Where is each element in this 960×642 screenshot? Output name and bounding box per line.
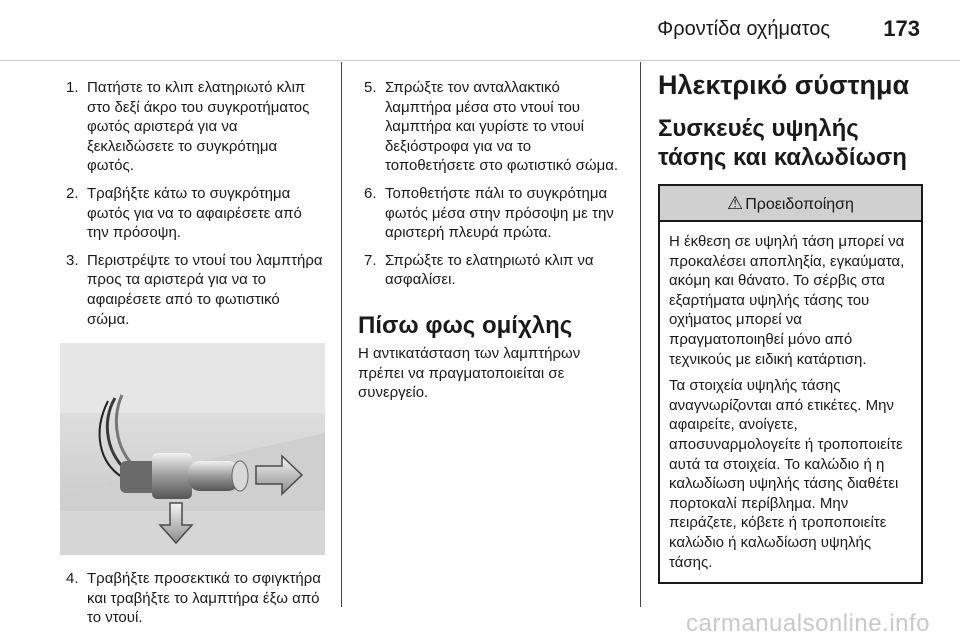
section-heading-electrical-system: Ηλεκτρικό σύστημα <box>658 70 910 100</box>
warning-label: Προειδοποίηση <box>745 196 854 213</box>
page-header <box>0 14 960 44</box>
step-text: Σπρώξτε τον ανταλλακτικό λαμπτήρα μέσα στο ντουί του λαμπτήρα και γυρίστε το ντουί δεξιόστροφα για να το τοποθετήσετε στο φωτιστικό σώμα. <box>385 79 619 175</box>
warning-paragraph-1: Η έκθεση σε υψηλή τάση μπορεί να προκαλέσει αποπληξία, εγκαύματα, ακόμη και θάνατο. Το σέρβις στα εξαρτήματα υψηλής τάσης του οχήματος μπορεί να πραγματοποιηθεί μόνο από τεχνικούς με ειδική κατάρτιση. <box>669 233 905 368</box>
watermark: carmanualsonline.info <box>686 610 930 637</box>
column-2 <box>358 78 623 403</box>
warning-triangle-icon: ⚠ <box>727 193 744 213</box>
column-3 <box>658 70 923 584</box>
subsection-heading-high-voltage: Συσκευές υψηλής τάσης και καλωδίωση <box>658 115 907 171</box>
header-divider <box>0 60 960 61</box>
step-text: Σπρώξτε το ελατηριωτό κλιπ να ασφαλίσει. <box>385 251 594 289</box>
page-number: 173 <box>883 16 920 41</box>
column-divider-2 <box>640 62 641 607</box>
instruction-step-7: 7. Σπρώξτε το ελατηριωτό κλιπ να ασφαλίσει. <box>364 251 594 289</box>
step-text: Τραβήξτε προσεκτικά το σφιγκτήρα και τραβήξτε το λαμπτήρα έξω από το ντουί. <box>87 570 321 627</box>
instruction-step-5: 5. Σπρώξτε τον ανταλλακτικό λαμπτήρα μέσα στο ντουί του λαμπτήρα και γυρίστε το ντουί δεξιόστροφα για να το τοποθετήσετε στο φωτιστικό σώμα. <box>364 79 619 175</box>
warning-header <box>660 186 921 222</box>
warning-box <box>658 184 923 584</box>
step-text: Τοποθετήστε πάλι το συγκρότημα φωτός μέσα στην πρόσοψη με την αριστερή πλευρά πρώτα. <box>385 184 614 242</box>
page-title: Φροντίδα οχήματος <box>657 18 830 40</box>
bulb-socket-drawing <box>60 343 325 555</box>
instruction-step-4: 4. Τραβήξτε προσεκτικά το σφιγκτήρα και τραβήξτε το λαμπτήρα έξω από το ντουί. <box>66 570 321 627</box>
column-divider-1 <box>341 62 342 607</box>
section-text: Η αντικατάσταση των λαμπτήρων πρέπει να πραγματοποιείται σε συνεργείο. <box>358 344 581 402</box>
step-text: Πατήστε το κλιπ ελατηριωτό κλιπ στο δεξί άκρο του συγκροτήματος φωτός αριστερά για να ξεκλειδώσετε το συγκρότημα φωτός. <box>87 79 310 175</box>
instruction-step-1: 1. Πατήστε το κλιπ ελατηριωτό κλιπ στο δεξί άκρο του συγκροτήματος φωτός αριστερά για να ξεκλειδώσετε το συγκρότημα φωτός. <box>66 79 310 175</box>
instruction-list <box>358 78 623 290</box>
bulb-removal-illustration <box>60 343 325 555</box>
step-text: Τραβήξτε κάτω το συγκρότημα φωτός για να το αφαιρέσετε από την πρόσοψη. <box>87 184 302 242</box>
instruction-list <box>60 78 325 329</box>
instruction-step-6: 6. Τοποθετήστε πάλι το συγκρότημα φωτός μέσα στην πρόσοψη με την αριστερή πλευρά πρώτα. <box>364 184 614 242</box>
instruction-step-3: 3. Περιστρέψτε το ντουί του λαμπτήρα προς τα αριστερά για να το αφαιρέσετε από το φωτιστικό σώμα. <box>66 251 323 328</box>
instruction-step-2: 2. Τραβήξτε κάτω το συγκρότημα φωτός για να το αφαιρέσετε από την πρόσοψη. <box>66 184 302 242</box>
step-text: Περιστρέψτε το ντουί του λαμπτήρα προς τα αριστερά για να το αφαιρέσετε από το φωτιστικό σώμα. <box>87 251 323 328</box>
warning-body <box>660 222 921 582</box>
warning-paragraph-2: Τα στοιχεία υψηλής τάσης αναγνωρίζονται από ετικέτες. Μην αφαιρείτε, ανοίγετε, αποσυναρμολογείτε ή τροποποιείτε αυτά τα στοιχεία. Το καλώδιο ή η καλωδίωση υψηλής τάσης διαθέτει πορτοκαλί περίβλημα. Μην πειράζετε, κόβετε ή τροποποιείτε καλώδιο ή καλωδίωση υψηλής τάσης. <box>669 377 903 571</box>
column-1 <box>60 78 325 636</box>
section-heading-rear-fog-light: Πίσω φως ομίχλης <box>358 311 573 339</box>
instruction-list-continued <box>60 569 325 628</box>
